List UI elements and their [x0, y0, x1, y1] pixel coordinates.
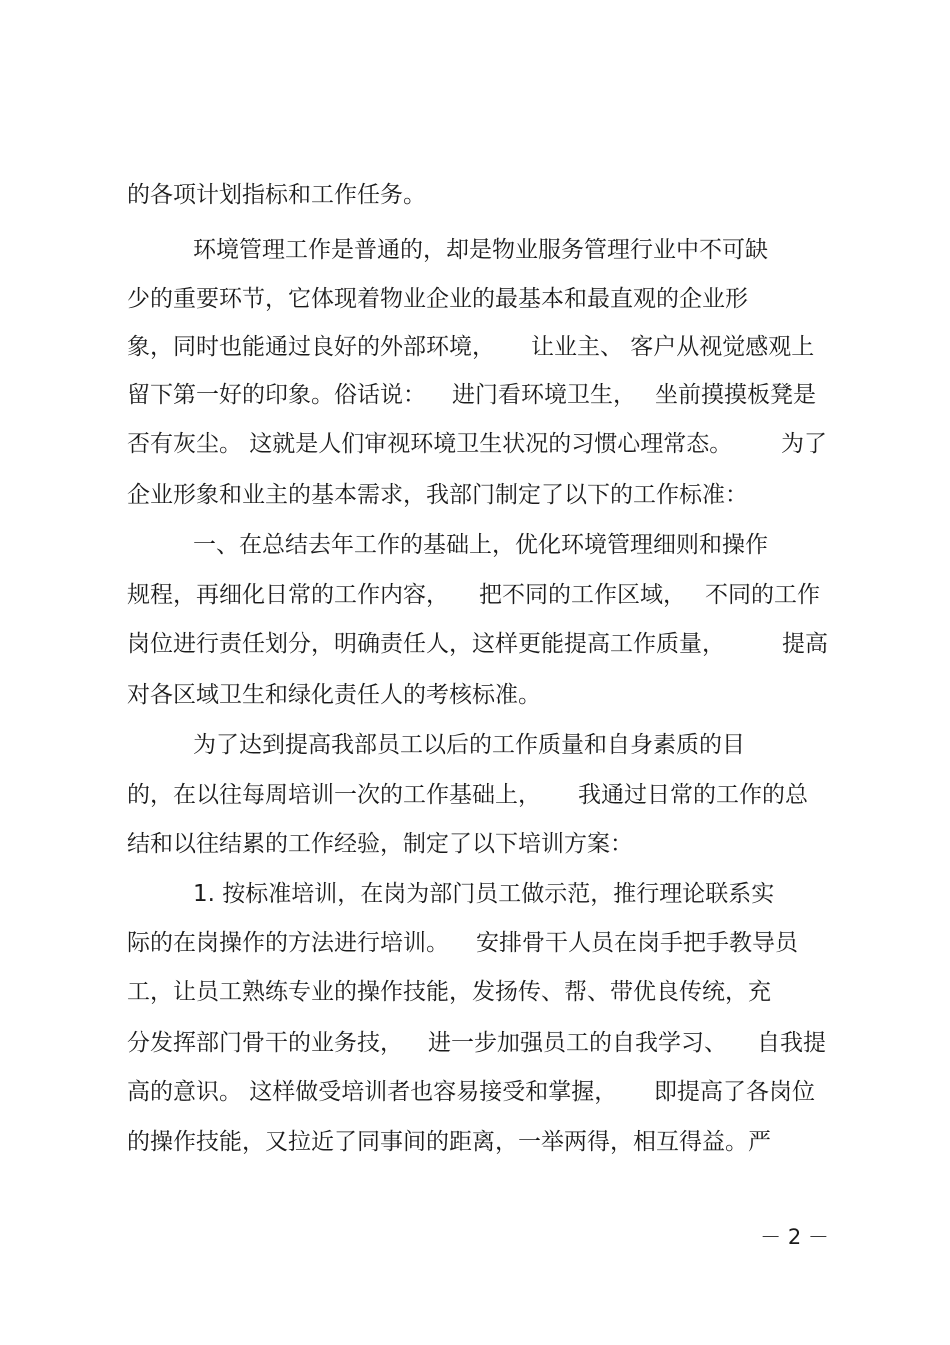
text-segment: 否有灰尘。 这就是人们审视环境卫生状况的习惯心理常态。 [127, 431, 733, 457]
text-segment: 的各项计划指标和工作任务。 [127, 182, 426, 208]
text-segment: 环境管理工作是普通的，却是物业服务管理行业中不可缺 [193, 237, 768, 263]
text-line [0, 377, 950, 413]
text-segment: 留下第一好的印象。俗话说： [127, 382, 426, 408]
text-segment: 提高 [782, 631, 828, 657]
text-segment: 象，同时也能通过良好的外部环境， [127, 334, 495, 360]
text-segment: 高的意识。 这样做受培训者也容易接受和掌握， [127, 1079, 618, 1105]
text-segment: 工，让员工熟练专业的操作技能，发扬传、帮、带优良传统，充 [127, 979, 771, 1005]
text-line [0, 826, 950, 862]
text-line [0, 925, 950, 961]
text-line [0, 177, 950, 213]
text-segment: 规程，再细化日常的工作内容， [127, 582, 449, 608]
text-line [0, 677, 950, 713]
text-segment: 岗位进行责任划分，明确责任人，这样更能提高工作质量， [127, 631, 725, 657]
text-line [0, 477, 950, 513]
text-segment: 我通过日常的工作的总 [578, 782, 808, 808]
text-segment: 让业主、 客户从视觉感观上 [531, 334, 815, 360]
text-segment: 把不同的工作区域， [479, 582, 686, 608]
text-line [0, 329, 950, 365]
text-line [0, 232, 950, 268]
text-segment: 一、在总结去年工作的基础上，优化环境管理细则和操作 [193, 532, 768, 558]
text-line [0, 777, 950, 813]
text-line [0, 974, 950, 1010]
text-segment: 坐前摸摸板凳是 [655, 382, 816, 408]
text-line [0, 626, 950, 662]
text-segment: 安排骨干人员在岗手把手教导员 [476, 930, 798, 956]
text-segment: 分发挥部门骨干的业务技， [127, 1030, 403, 1056]
text-segment: 为了 [781, 431, 827, 457]
text-line [0, 426, 950, 462]
text-line [0, 1074, 950, 1110]
text-segment: 对各区域卫生和绿化责任人的考核标准。 [127, 682, 541, 708]
text-segment: 结和以往结累的工作经验，制定了以下培训方案： [127, 831, 633, 857]
text-line [0, 1124, 950, 1160]
text-segment: 的操作技能，又拉近了同事间的距离，一举两得，相互得益。严 [127, 1129, 771, 1155]
text-segment: 进门看环境卫生， [452, 382, 636, 408]
text-line [0, 527, 950, 563]
text-line [0, 1025, 950, 1061]
text-segment: 少的重要环节，它体现着物业企业的最基本和最直观的企业形 [127, 286, 748, 312]
text-line [0, 727, 950, 763]
page-number: － 2 － [760, 1225, 829, 1249]
text-segment: 即提高了各岗位 [654, 1079, 815, 1105]
text-segment: 自我提 [757, 1030, 826, 1056]
text-line [0, 281, 950, 317]
text-segment: 1. 按标准培训，在岗为部门员工做示范，推行理论联系实 [193, 881, 775, 907]
text-line [0, 876, 950, 912]
text-segment: 企业形象和业主的基本需求，我部门制定了以下的工作标准： [127, 482, 748, 508]
text-segment: 不同的工作 [705, 582, 820, 608]
text-segment: 为了达到提高我部员工以后的工作质量和自身素质的目 [193, 732, 745, 758]
text-segment: 进一步加强员工的自我学习、 [428, 1030, 727, 1056]
text-segment: 际的在岗操作的方法进行培训。 [127, 930, 449, 956]
text-segment: 的，在以往每周培训一次的工作基础上， [127, 782, 541, 808]
text-line [0, 577, 950, 613]
